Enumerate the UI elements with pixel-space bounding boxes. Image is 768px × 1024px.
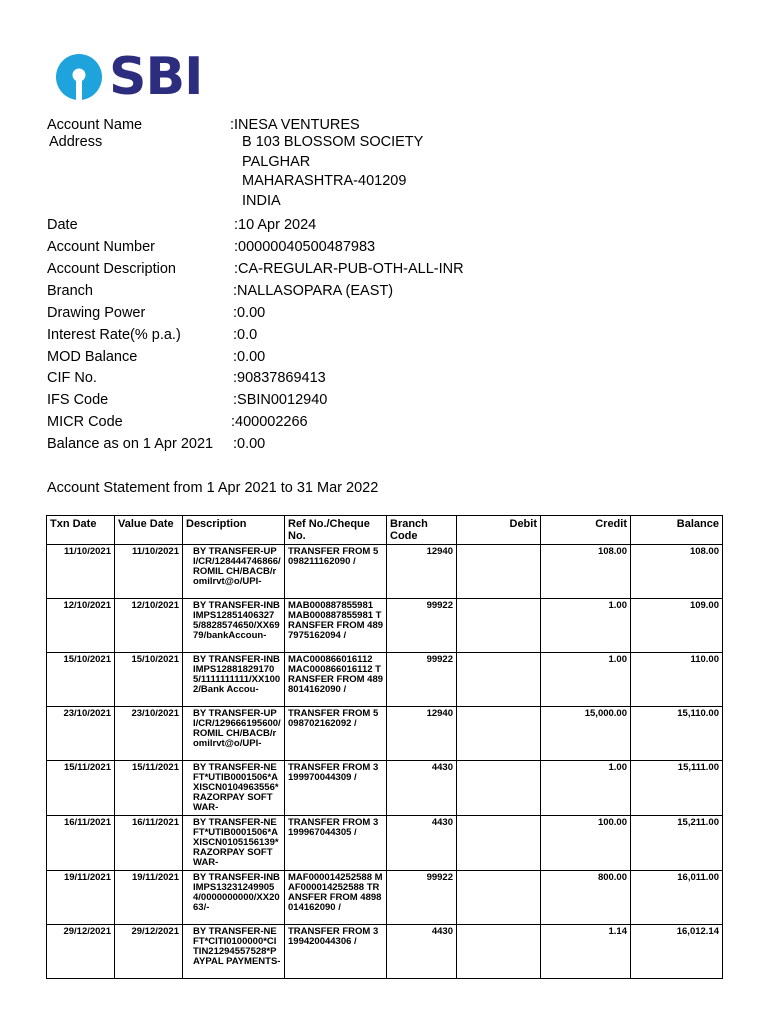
cell-txn-date: 15/10/2021	[47, 653, 115, 707]
cell-value-date: 19/11/2021	[115, 871, 183, 925]
col-header-txn-date: Txn Date	[47, 516, 115, 545]
cell-ref-no: MAF000014252588 MAF000014252588 TRANSFER FROM 4898014162090 /	[285, 871, 387, 925]
table-row	[47, 761, 723, 816]
detail-value-branch: :NALLASOPARA (EAST)	[233, 283, 394, 299]
table-row	[47, 707, 723, 761]
statement-period-title: Account Statement from 1 Apr 2021 to 31 Mar 2022	[47, 480, 379, 496]
cell-balance: 109.00	[631, 599, 723, 653]
address-line: MAHARASHTRA-401209	[242, 173, 407, 189]
cell-debit	[457, 653, 541, 707]
detail-value-opening-balance: :0.00	[233, 436, 266, 452]
address-line: PALGHAR	[242, 154, 311, 170]
cell-value-date: 11/10/2021	[115, 545, 183, 599]
cell-value-date: 15/11/2021	[115, 761, 183, 816]
detail-value-mod-balance: :0.00	[233, 349, 266, 365]
detail-label-account-description: Account Description	[47, 261, 176, 277]
cell-credit: 800.00	[541, 871, 631, 925]
detail-value-cif-no: :90837869413	[233, 370, 326, 386]
cell-branch-code: 12940	[387, 707, 457, 761]
cell-balance: 15,211.00	[631, 816, 723, 871]
cell-branch-code: 4430	[387, 761, 457, 816]
cell-debit	[457, 925, 541, 979]
cell-ref-no: MAB000887855981 MAB000887855981 TRANSFER FROM 4897975162094 /	[285, 599, 387, 653]
cell-debit	[457, 816, 541, 871]
cell-branch-code: 4430	[387, 816, 457, 871]
cell-debit	[457, 599, 541, 653]
cell-credit: 108.00	[541, 545, 631, 599]
cell-branch-code: 99922	[387, 871, 457, 925]
cell-credit: 100.00	[541, 816, 631, 871]
cell-description: BY TRANSFER-NEFT*UTIB0001506*AXISCN0104963556*RAZORPAY SOFTWAR-	[183, 761, 285, 816]
cell-description: BY TRANSFER-NEFT*CITI0100000*CITIN21294557528*PAYPAL PAYMENTS-	[183, 925, 285, 979]
cell-balance: 16,012.14	[631, 925, 723, 979]
cell-ref-no: MAC000866016112 MAC000866016112 TRANSFER FROM 4898014162090 /	[285, 653, 387, 707]
cell-balance: 16,011.00	[631, 871, 723, 925]
detail-label-mod-balance: MOD Balance	[47, 349, 138, 365]
cell-credit: 1.14	[541, 925, 631, 979]
cell-description: BY TRANSFER-INB IMPS128818291705/1111111111/XX1002/Bank Accou-	[183, 653, 285, 707]
address-line: INDIA	[242, 193, 281, 209]
cell-branch-code: 12940	[387, 545, 457, 599]
cell-description: BY TRANSFER-INB IMPS132312499054/0000000000/XX2063/-	[183, 871, 285, 925]
cell-value-date: 16/11/2021	[115, 816, 183, 871]
cell-txn-date: 16/11/2021	[47, 816, 115, 871]
cell-value-date: 15/10/2021	[115, 653, 183, 707]
address-line: B 103 BLOSSOM SOCIETY	[242, 134, 424, 150]
col-header-debit: Debit	[457, 516, 541, 545]
cell-credit: 1.00	[541, 653, 631, 707]
sbi-keyhole-logo-icon	[55, 53, 103, 101]
cell-debit	[457, 761, 541, 816]
col-header-credit: Credit	[541, 516, 631, 545]
detail-label-opening-balance: Balance as on 1 Apr 2021	[47, 436, 214, 452]
detail-value-interest-rate: :0.0	[233, 327, 258, 343]
cell-branch-code: 99922	[387, 599, 457, 653]
table-header-row	[47, 516, 723, 545]
cell-value-date: 12/10/2021	[115, 599, 183, 653]
cell-ref-no: TRANSFER FROM 5098702162092 /	[285, 707, 387, 761]
detail-label-account-number: Account Number	[47, 239, 155, 255]
table-row	[47, 871, 723, 925]
cell-txn-date: 15/11/2021	[47, 761, 115, 816]
detail-label-drawing-power: Drawing Power	[47, 305, 146, 321]
cell-credit: 1.00	[541, 761, 631, 816]
cell-balance: 108.00	[631, 545, 723, 599]
detail-value-micr-code: :400002266	[231, 414, 308, 430]
cell-balance: 15,110.00	[631, 707, 723, 761]
account-name-value: :INESA VENTURES	[230, 117, 360, 133]
account-name-label: Account Name	[47, 117, 143, 133]
detail-label-cif-no: CIF No.	[47, 370, 97, 386]
detail-value-date: :10 Apr 2024	[234, 217, 317, 233]
cell-description: BY TRANSFER-UPI/CR/128444746866/ROMIL CH/BACB/romilrvt@o/UPI-	[183, 545, 285, 599]
cell-value-date: 23/10/2021	[115, 707, 183, 761]
sbi-logo-text: SBI	[109, 47, 203, 107]
detail-value-ifs-code: :SBIN0012940	[233, 392, 328, 408]
cell-description: BY TRANSFER-INB IMPS128514063275/8828574650/XX6979/bankAccoun-	[183, 599, 285, 653]
cell-description: BY TRANSFER-UPI/CR/129666195600/ROMIL CH/BACB/romilrvt@o/UPI-	[183, 707, 285, 761]
cell-txn-date: 12/10/2021	[47, 599, 115, 653]
sbi-logo	[55, 47, 203, 107]
cell-description: BY TRANSFER-NEFT*UTIB0001506*AXISCN0105156139*RAZORPAY SOFTWAR-	[183, 816, 285, 871]
table-row	[47, 925, 723, 979]
transactions-table	[46, 515, 723, 979]
cell-txn-date: 23/10/2021	[47, 707, 115, 761]
table-row	[47, 599, 723, 653]
cell-ref-no: TRANSFER FROM 3199420044306 /	[285, 925, 387, 979]
cell-branch-code: 4430	[387, 925, 457, 979]
col-header-value-date: Value Date	[115, 516, 183, 545]
cell-balance: 15,111.00	[631, 761, 723, 816]
cell-ref-no: TRANSFER FROM 3199967044305 /	[285, 816, 387, 871]
col-header-description: Description	[183, 516, 285, 545]
cell-txn-date: 11/10/2021	[47, 545, 115, 599]
cell-ref-no: TRANSFER FROM 5098211162090 /	[285, 545, 387, 599]
cell-balance: 110.00	[631, 653, 723, 707]
cell-value-date: 29/12/2021	[115, 925, 183, 979]
detail-label-ifs-code: IFS Code	[47, 392, 109, 408]
detail-label-date: Date	[47, 217, 78, 233]
col-header-balance: Balance	[631, 516, 723, 545]
detail-value-account-description: :CA-REGULAR-PUB-OTH-ALL-INR	[234, 261, 464, 277]
cell-branch-code: 99922	[387, 653, 457, 707]
col-header-branch-code: Branch Code	[387, 516, 457, 545]
detail-label-micr-code: MICR Code	[47, 414, 123, 430]
detail-label-branch: Branch	[47, 283, 93, 299]
cell-credit: 15,000.00	[541, 707, 631, 761]
detail-value-drawing-power: :0.00	[233, 305, 266, 321]
table-row	[47, 653, 723, 707]
cell-debit	[457, 707, 541, 761]
table-row	[47, 816, 723, 871]
cell-debit	[457, 871, 541, 925]
cell-txn-date: 29/12/2021	[47, 925, 115, 979]
detail-value-account-number: :00000040500487983	[234, 239, 376, 255]
cell-txn-date: 19/11/2021	[47, 871, 115, 925]
cell-debit	[457, 545, 541, 599]
col-header-ref-no: Ref No./Cheque No.	[285, 516, 387, 545]
address-label: Address	[49, 134, 103, 150]
detail-label-interest-rate: Interest Rate(% p.a.)	[47, 327, 181, 343]
cell-ref-no: TRANSFER FROM 3199970044309 /	[285, 761, 387, 816]
table-row	[47, 545, 723, 599]
cell-credit: 1.00	[541, 599, 631, 653]
